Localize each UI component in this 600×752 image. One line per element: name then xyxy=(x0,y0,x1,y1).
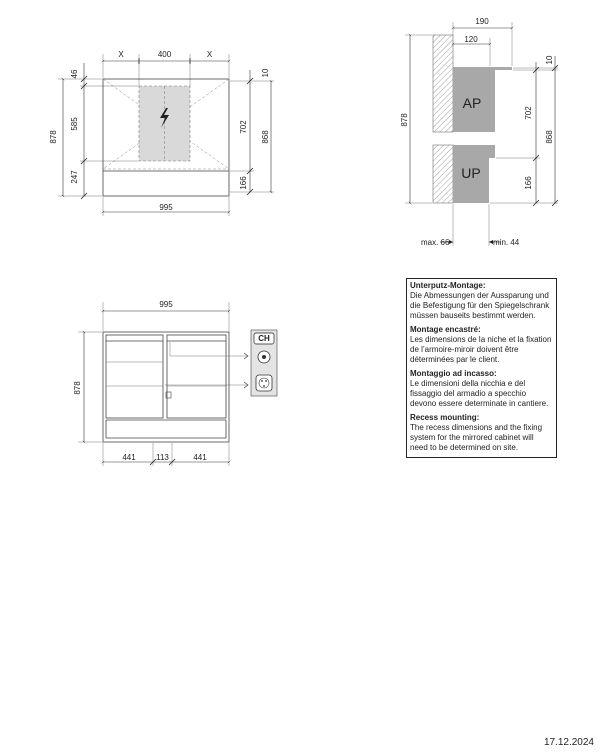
dim-left-low: 247 xyxy=(70,170,79,184)
dim-seg-left: 441 xyxy=(122,453,136,462)
note-heading: Recess mounting: xyxy=(410,413,480,422)
wiring-left-panel xyxy=(106,335,163,418)
dim-x-left: X xyxy=(118,50,124,59)
side-view xyxy=(400,17,558,247)
dim-side-low: 166 xyxy=(524,176,533,190)
installation-notes xyxy=(406,278,557,458)
note-heading: Montage encastré: xyxy=(410,325,481,334)
label-ap: AP xyxy=(462,95,482,111)
dim-seg-mid: 113 xyxy=(156,453,169,462)
front-view xyxy=(49,50,274,216)
note-text: Le dimensioni della nicchia e del fissaggio del armadio a specchio devono essere determinate in cantiere. xyxy=(410,379,549,408)
dim-wiring-width: 995 xyxy=(159,300,173,309)
dim-right-mid: 702 xyxy=(239,120,248,134)
dim-side-depth: 190 xyxy=(475,17,489,26)
dim-seg-right: 441 xyxy=(193,453,207,462)
dim-wiring-height: 878 xyxy=(73,381,82,395)
label-up: UP xyxy=(461,165,481,181)
dim-side-max: max. 66 xyxy=(421,238,450,247)
dim-front-width: 995 xyxy=(159,203,173,212)
dim-side-min: min. 44 xyxy=(493,238,520,247)
wall-upper xyxy=(433,35,453,132)
dim-x-right: X xyxy=(206,50,213,59)
socket-label-ch: CH xyxy=(258,334,270,343)
wiring-view xyxy=(73,300,277,466)
note-heading: Unterputz-Montage: xyxy=(410,281,486,290)
dim-left-total: 878 xyxy=(49,130,58,144)
dim-side-total-right: 868 xyxy=(545,130,554,144)
dim-side-inner: 120 xyxy=(464,35,478,44)
note-fr xyxy=(410,325,553,365)
note-it xyxy=(410,369,553,409)
dim-right-top: 10 xyxy=(261,68,270,78)
dim-center-width: 400 xyxy=(157,50,172,59)
dim-side-mid: 702 xyxy=(524,106,533,120)
note-en xyxy=(410,413,553,453)
note-de xyxy=(410,281,553,321)
dim-right-total: 868 xyxy=(261,130,270,144)
note-text: Die Abmessungen der Aussparung und die Befestigung für den Spiegelschrank müssen bauseits bestimmt werden. xyxy=(410,291,550,320)
wiring-cabinet-outline xyxy=(103,332,229,442)
power-socket-icon xyxy=(256,375,272,391)
dim-side-top: 10 xyxy=(545,55,554,65)
document-date: 17.12.2024 xyxy=(543,737,594,748)
dim-top-gap: 46 xyxy=(70,69,79,79)
dim-side-total-left: 878 xyxy=(400,113,409,127)
wiring-right-panel xyxy=(167,335,226,418)
note-heading: Montaggio ad incasso: xyxy=(410,369,497,378)
note-text: Les dimensions de la niche et la fixation de l’armoire-miroir doivent être déterminées par le client. xyxy=(410,335,552,364)
dim-left-mid: 585 xyxy=(70,117,79,131)
dim-right-low: 166 xyxy=(239,176,248,190)
note-text: The recess dimensions and the fixing system for the mirrored cabinet will need to be determined on site. xyxy=(410,423,543,452)
wall-lower xyxy=(433,145,453,203)
